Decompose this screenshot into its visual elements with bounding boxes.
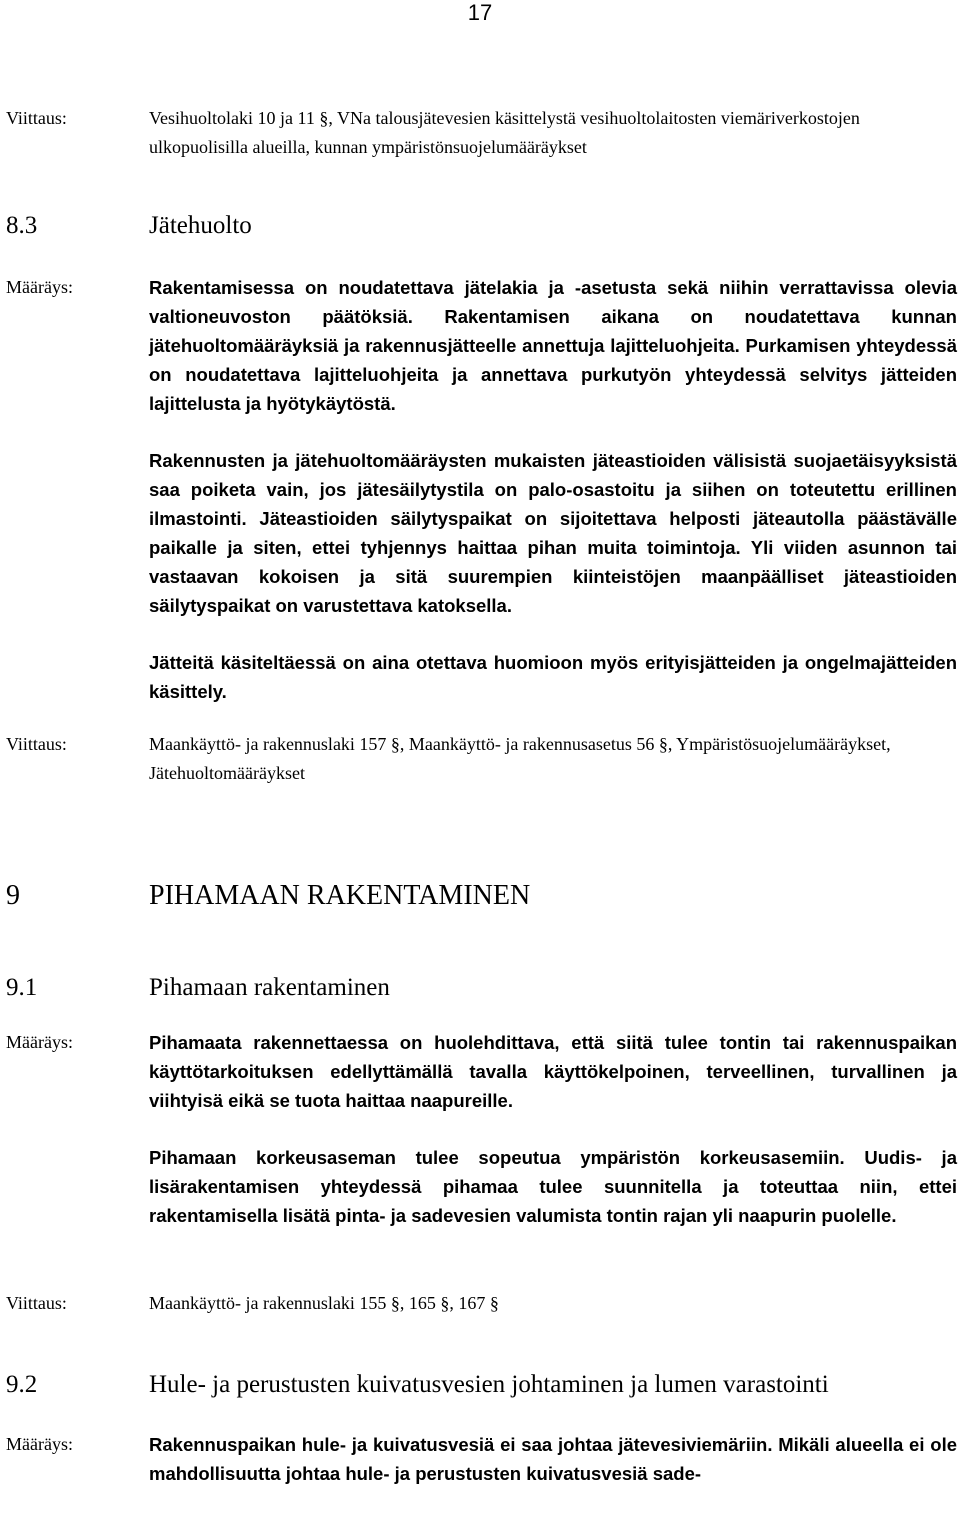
chapter-title: PIHAMAAN RAKENTAMINEN bbox=[149, 880, 531, 911]
reference-text: Maankäyttö- ja rakennuslaki 155 §, 165 §, 167 § bbox=[149, 1293, 499, 1313]
section-title: Pihamaan rakentaminen bbox=[149, 974, 390, 1001]
page-number: 17 bbox=[467, 0, 493, 25]
section-number: 9.2 bbox=[6, 1371, 38, 1398]
reference-text: Maankäyttö- ja rakennuslaki 157 §, Maankäyttö- ja rakennusasetus 56 §, Ympäristösuojelumääräykset, Jätehuoltomääräykset bbox=[149, 734, 891, 783]
section-number: 9.1 bbox=[6, 974, 38, 1001]
reference-label: Viittaus: bbox=[6, 1293, 67, 1313]
paragraph: Pihamaata rakennettaessa on huolehdittava, että siitä tulee tontin tai rakennuspaikan käyttötarkoituksen edellyttämällä tavalla käyttökelpoinen, terveellinen, turvallinen ja viihtyisä eikä se tuota haittaa naapureille. bbox=[149, 1032, 957, 1111]
regulation-body bbox=[149, 1028, 957, 1258]
regulation-label: Määräys: bbox=[6, 1434, 73, 1454]
section-title: Hule- ja perustusten kuivatusvesien johtaminen ja lumen varastointi bbox=[149, 1371, 829, 1398]
section-title: Jätehuolto bbox=[149, 212, 252, 239]
paragraph: Rakennusten ja jätehuoltomääräysten mukaisten jäteastioiden välisistä suojaetäisyyksistä saa poiketa vain, jos jätesäilytystila on palo-osastoitu ja siihen on toteutettu erillinen ilmastointi. Jäteastioiden säilytyspaikat on sijoitettava helposti jäteautolla päästävälle paikalle ja siten, ettei tyhjennys haittaa pihan muita toimintoja. Yli viiden asunnon tai vastaavan kokoisen ja sitä suurempien kiinteistöjen maanpäälliset jäteastioiden säilytyspaikat on varustettava katoksella. bbox=[149, 450, 957, 616]
reference-text: Vesihuoltolaki 10 ja 11 §, VNa talousjätevesien käsittelystä vesihuoltolaitosten viemäriverkostojen ulkopuolisilla alueilla, kunnan ympäristönsuojelumääräykset bbox=[149, 108, 860, 157]
paragraph: Jätteitä käsiteltäessä on aina otettava huomioon myös erityisjätteiden ja ongelmajätteiden käsittely. bbox=[149, 652, 957, 702]
regulation-body bbox=[149, 1430, 957, 1516]
reference-label: Viittaus: bbox=[6, 734, 67, 754]
paragraph: Pihamaan korkeusaseman tulee sopeutua ympäristön korkeusasemiin. Uudis- ja lisärakentamisen yhteydessä pihamaa tulee suunnitella ja toteuttaa niin, ettei rakentamisella lisätä pinta- ja sadevesien valumista tontin rajan yli naapurin puolelle. bbox=[149, 1147, 957, 1226]
chapter-number: 9 bbox=[6, 880, 20, 911]
regulation-label: Määräys: bbox=[6, 1032, 73, 1052]
regulation-body bbox=[149, 273, 957, 734]
paragraph: Rakentamisessa on noudatettava jätelakia ja -asetusta sekä niihin verrattavissa olevia valtioneuvoston päätöksiä. Rakentamisen aikana on noudatettava kunnan jätehuoltomääräyksiä ja rakennusjätteelle annettuja lajitteluohjeita. Purkamisen yhteydessä on noudatettava lajitteluohjeita ja annettava purkutyön yhteydessä selvitys jätteiden lajittelusta ja hyötykäytöstä. bbox=[149, 277, 957, 414]
regulation-label: Määräys: bbox=[6, 277, 73, 297]
paragraph: Rakennuspaikan hule- ja kuivatusvesiä ei saa johtaa jätevesiviemäriin. Mikäli alueella ei ole mahdollisuutta johtaa hule- ja perustusten kuivatusvesiä sade- bbox=[149, 1434, 957, 1484]
section-number: 8.3 bbox=[6, 212, 38, 239]
reference-label: Viittaus: bbox=[6, 108, 67, 128]
